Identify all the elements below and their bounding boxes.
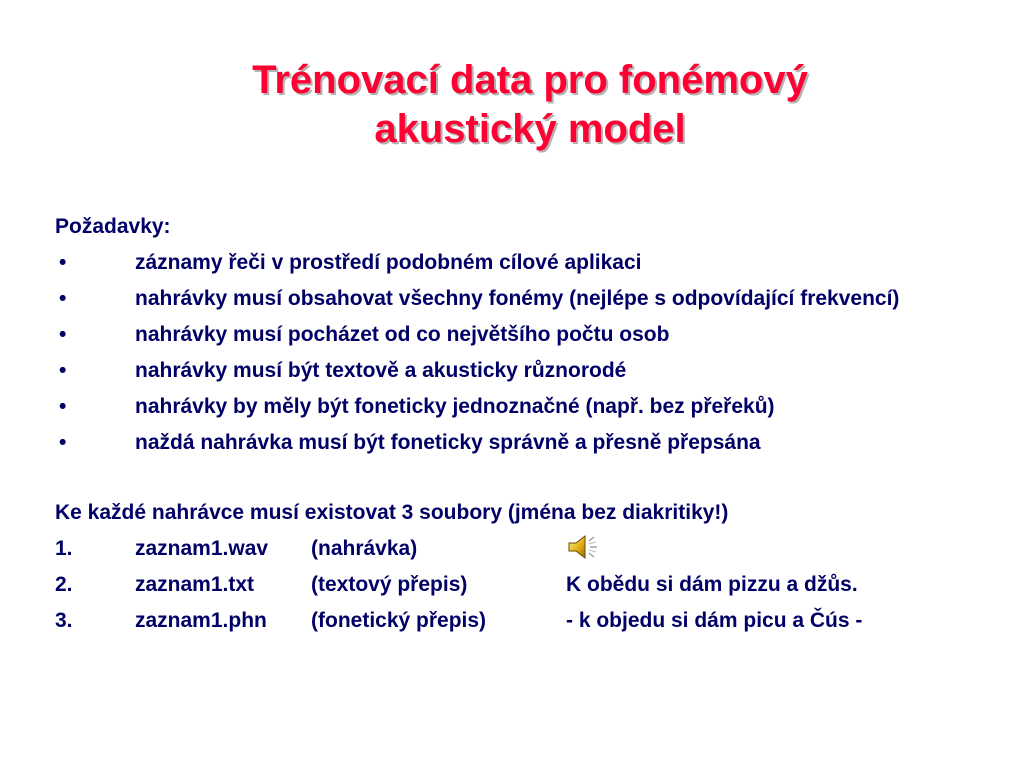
section-spacer: [55, 466, 975, 500]
file-row: [55, 572, 975, 598]
requirement-text: nahrávky musí být textově a akusticky různorodé: [135, 359, 627, 382]
slide-title-line-2: akustický model: [374, 107, 686, 151]
bullet-marker: •: [59, 251, 67, 274]
slide-title: [0, 56, 1024, 154]
slide-body: [55, 214, 975, 644]
file-number: 3.: [55, 609, 73, 632]
bullet-marker: •: [59, 431, 67, 454]
requirements-heading: Požadavky:: [55, 215, 171, 238]
requirement-item: [55, 394, 975, 420]
file-name: zaznam1.txt: [135, 573, 255, 596]
file-name: zaznam1.phn: [135, 609, 267, 632]
requirement-item: [55, 358, 975, 384]
speaker-sound-icon[interactable]: [566, 532, 600, 562]
slide-title-line-1: Trénovací data pro fonémový: [252, 58, 808, 102]
bullet-marker: •: [59, 323, 67, 346]
requirement-item: [55, 286, 975, 312]
file-number: 2.: [55, 573, 73, 596]
requirement-item: [55, 322, 975, 348]
requirement-text: záznamy řeči v prostředí podobném cílové aplikaci: [135, 251, 642, 274]
file-name: zaznam1.wav: [135, 537, 269, 560]
file-text-transcript: K obědu si dám pizzu a džůs.: [566, 573, 858, 596]
file-phonetic-transcript: - k objedu si dám picu a Čús -: [566, 609, 863, 632]
file-description: (textový přepis): [311, 573, 468, 596]
file-description: (fonetický přepis): [311, 609, 487, 632]
file-number: 1.: [55, 537, 73, 560]
file-row: [55, 536, 975, 562]
bullet-marker: •: [59, 359, 67, 382]
requirement-text: nahrávky musí pocházet od co největšího počtu osob: [135, 323, 670, 346]
file-row: [55, 608, 975, 634]
requirement-item: [55, 250, 975, 276]
file-description: (nahrávka): [311, 537, 418, 560]
bullet-marker: •: [59, 395, 67, 418]
bullet-marker: •: [59, 287, 67, 310]
requirement-text: naždá nahrávka musí být foneticky správně a přesně přepsána: [135, 431, 761, 454]
requirement-text: nahrávky musí obsahovat všechny fonémy (nejlépe s odpovídající frekvencí): [135, 287, 900, 310]
file-extra: [566, 536, 975, 562]
requirement-item: [55, 430, 975, 456]
files-heading: Ke každé nahrávce musí existovat 3 soubory (jména bez diakritiky!): [55, 501, 729, 524]
requirement-text: nahrávky by měly být foneticky jednoznačné (např. bez přeřeků): [135, 395, 775, 418]
